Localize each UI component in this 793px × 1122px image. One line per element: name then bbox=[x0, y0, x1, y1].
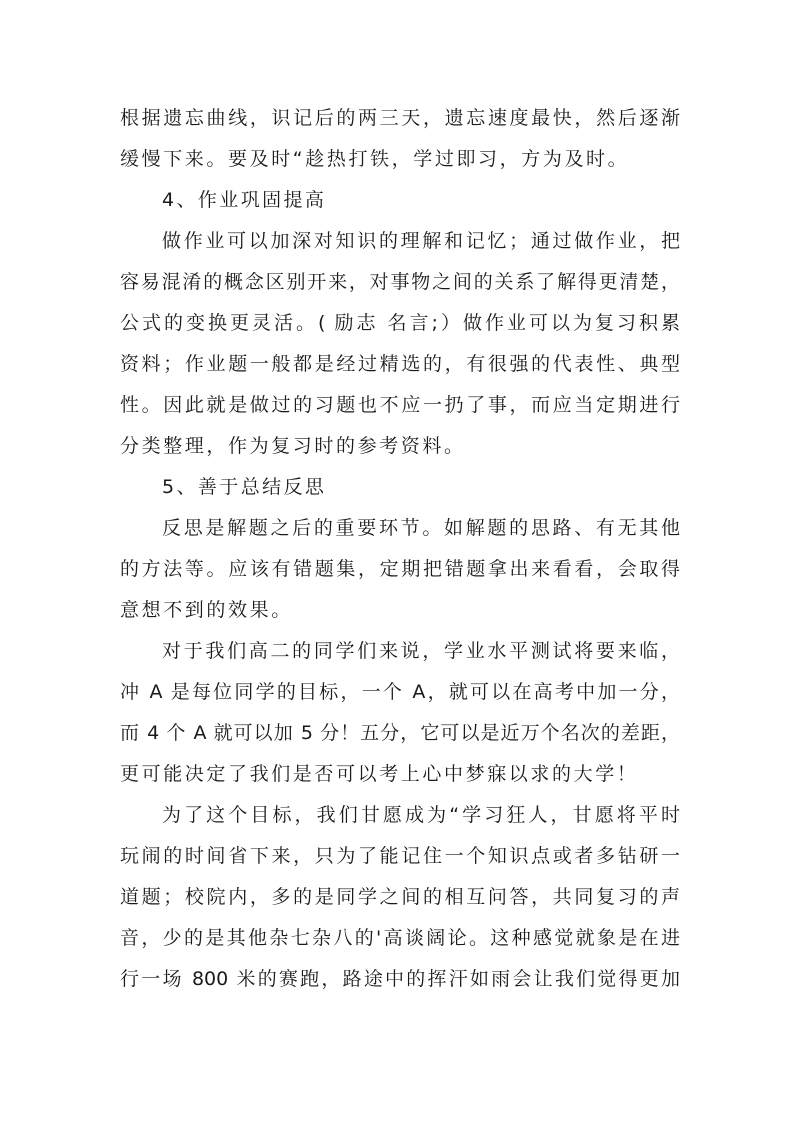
text-line: 资料；作业题一般都是经过精选的，有很强的代表性、典型 bbox=[120, 353, 680, 375]
text-line: 更可能决定了我们是否可以考上心中梦寐以求的大学！ bbox=[120, 763, 639, 785]
text-line: 容易混淆的概念区别开来，对事物之间的关系了解得更清楚， bbox=[120, 271, 680, 293]
text-line: 性。因此就是做过的习题也不应一扔了事，而应当定期进行 bbox=[120, 394, 680, 416]
text-line: 玩闹的时间省下来，只为了能记住一个知识点或者多钻研一 bbox=[120, 845, 680, 867]
section-heading-4: 4、作业巩固提高 bbox=[162, 189, 327, 211]
text-line: 做作业可以加深对知识的理解和记忆；通过做作业，把 bbox=[162, 230, 680, 252]
text-line: 道题；校院内，多的是同学之间的相互问答，共同复习的声 bbox=[120, 886, 680, 908]
text-line: 行一场 800 米的赛跑，路途中的挥汗如雨会让我们觉得更加 bbox=[120, 968, 680, 990]
text-line: 分类整理，作为复习时的参考资料。 bbox=[120, 435, 466, 457]
text-line: 反思是解题之后的重要环节。如解题的思路、有无其他 bbox=[162, 517, 680, 539]
text-line: 公式的变换更灵活。( 励志 名言;）做作业可以为复习积累 bbox=[120, 312, 680, 334]
text-line: 的方法等。应该有错题集，定期把错题拿出来看看，会取得 bbox=[120, 558, 680, 580]
section-heading-5: 5、善于总结反思 bbox=[162, 476, 327, 498]
text-line: 冲 A 是每位同学的目标，一个 A，就可以在高考中加一分， bbox=[120, 681, 680, 703]
text-line: 对于我们高二的同学们来说，学业水平测试将要来临， bbox=[162, 640, 680, 662]
text-line: 根据遗忘曲线，识记后的两三天，遗忘速度最快，然后逐渐 bbox=[120, 107, 680, 129]
text-line: 意想不到的效果。 bbox=[120, 599, 293, 621]
text-line: 缓慢下来。要及时“趁热打铁，学过即习，方为及时。 bbox=[120, 148, 630, 170]
text-line: 为了这个目标，我们甘愿成为“学习狂人，甘愿将平时 bbox=[162, 804, 680, 826]
text-line: 音，少的是其他杂七杂八的'高谈阔论。这种感觉就象是在进 bbox=[120, 927, 680, 949]
text-line: 而 4 个 A 就可以加 5 分！五分，它可以是近万个名次的差距， bbox=[120, 722, 680, 744]
